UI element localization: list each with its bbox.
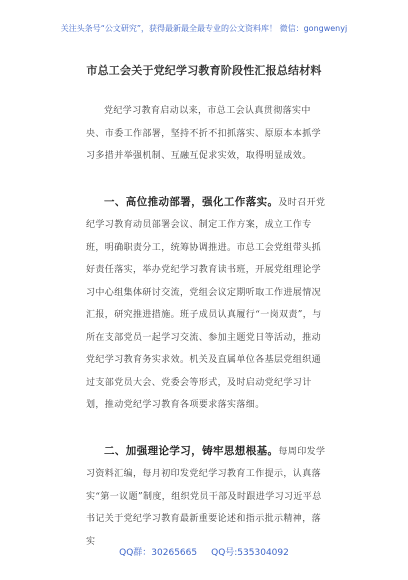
section-1-text: 及时召开党纪学习教育动员部署会议、制定工作方案，成立工作专班，明确职责分工，统筹协调推进。市总工会党组带头抓好责任落实，举办党纪学习教育读书班，开展党组理论学习中心组集体研讨交流，党组会议定期听取工作进展情况汇报，研究推进措施。班子成员认真履行“一岗双责”，与所在支部党员一起学习交流、参加主题党日等活动，推动党纪学习教育务实求效。机关及直属单位各基层党组织通过支部党员大会、党委会等形式，及时启动党纪学习计划，推动党纪学习教育各项要求落实落细。	[86, 197, 326, 410]
section-2-paragraph	[86, 440, 328, 554]
document-body	[86, 100, 328, 553]
page-title: 市总工会关于党纪学习教育阶段性汇报总结材料	[86, 64, 322, 77]
section-1-heading: 一、高位推动部署，强化工作落实。	[104, 195, 279, 208]
section-1-paragraph	[86, 191, 328, 417]
footer-qq-group: QQ群：30265665	[119, 548, 198, 558]
section-2-text: 每周印发学习资料汇编，每月初印发党纪学习教育工作提示，认真落实“第一议题”制度，组织党员干部及时跟进学习习近平总书记关于党纪学习教育最新重要论述和指示批示精神，落实	[86, 446, 326, 547]
section-2-heading: 二、加强理论学习，铸牢思想根基。	[104, 444, 279, 457]
footer-qq-number: QQ号:535304092	[211, 548, 289, 558]
footer-contact	[0, 548, 408, 559]
header-notice: 关注头条号“公文研究”，获得最新最全最专业的公文资料库！ 微信：gongwenyj	[60, 24, 348, 33]
intro-paragraph: 党纪学习教育启动以来，市总工会认真贯彻落实中央、市委工作部署，坚持不折不扣抓落实、原原本本抓学习多措并举强机制、互融互促求实效，取得明显成效。	[86, 106, 322, 161]
